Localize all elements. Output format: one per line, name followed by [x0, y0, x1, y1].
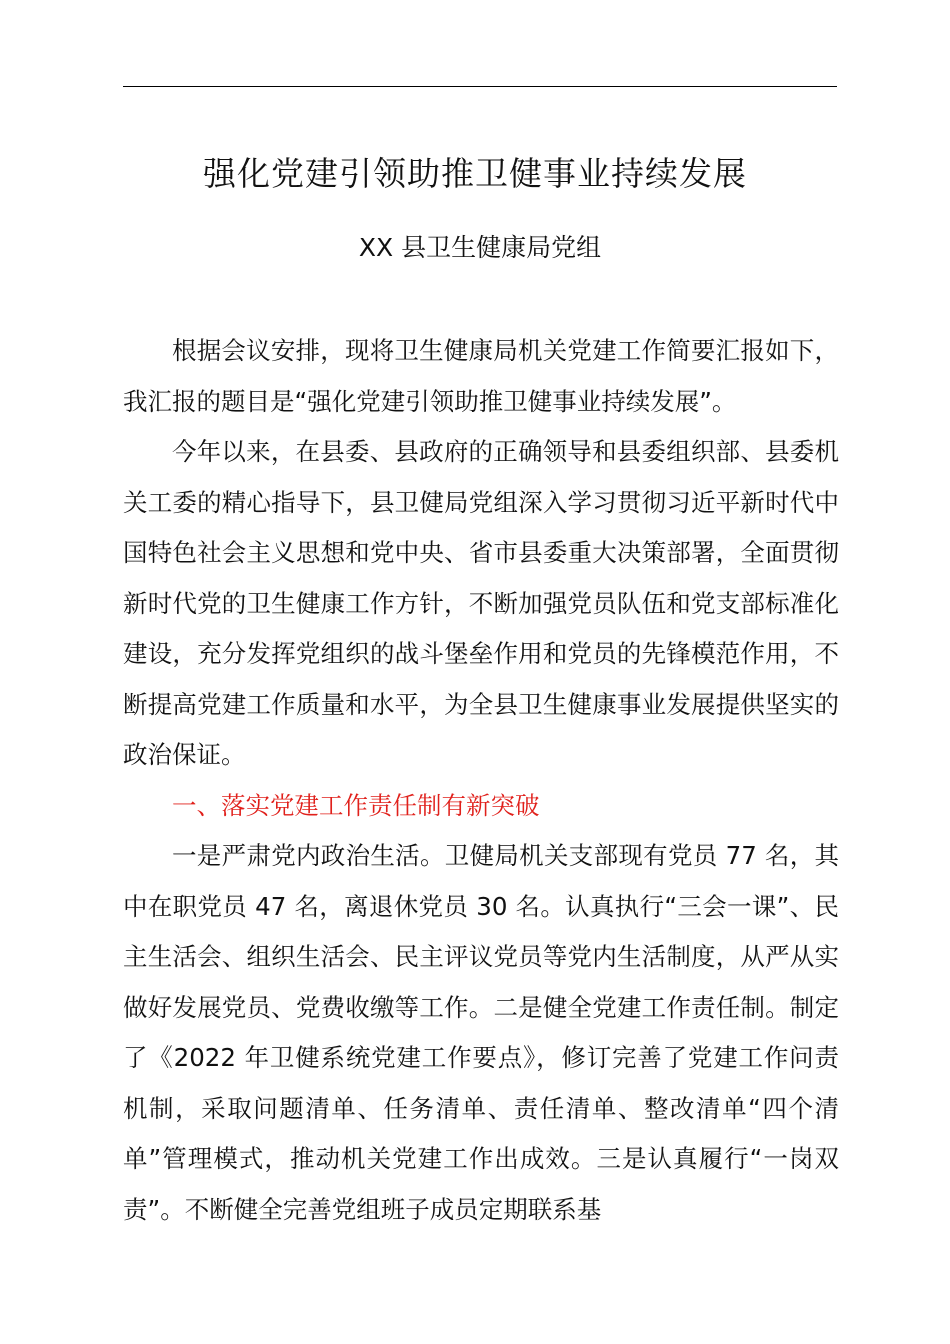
- section-heading: 一、落实党建工作责任制有新突破: [172, 790, 540, 820]
- paragraph-section-one: 一是严肃党内政治生活。卫健局机关支部现有党员 77 名，其中在职党员 47 名，离退休党员 30 名。认真执行“三会一课”、民主生活会、组织生活会、民主评议党员等党内生活制度，从严从实做好发展党员、党费收缴等工作。二是健全党建工作责任制。制定了《2022 年卫健系统党建工作要点》，修订完善了党建工作问责机制，采取问题清单、任务清单、责任清单、整改清单“四个清单”管理模式，推动机关党建工作出成效。三是认真履行“一岗双责”。不断健全完善党组班子成员定期联系基: [123, 841, 839, 1224]
- header-rule: [123, 86, 837, 87]
- document-body: [123, 326, 839, 1235]
- document-author: XX 县卫生健康局党组: [358, 233, 602, 262]
- document-title: 强化党建引领助推卫健事业持续发展: [203, 154, 747, 193]
- paragraph-overview: 今年以来，在县委、县政府的正确领导和县委组织部、县委机关工委的精心指导下，县卫健局党组深入学习贯彻习近平新时代中国特色社会主义思想和党中央、省市县委重大决策部署，全面贯彻新时代党的卫生健康工作方针，不断加强党员队伍和党支部标准化建设，充分发挥党组织的战斗堡垒作用和党员的先锋模范作用，不断提高党建工作质量和水平，为全县卫生健康事业发展提供坚实的政治保证。: [123, 437, 839, 769]
- paragraph-intro: 根据会议安排，现将卫生健康局机关党建工作简要汇报如下，我汇报的题目是“强化党建引领助推卫健事业持续发展”。: [123, 336, 839, 416]
